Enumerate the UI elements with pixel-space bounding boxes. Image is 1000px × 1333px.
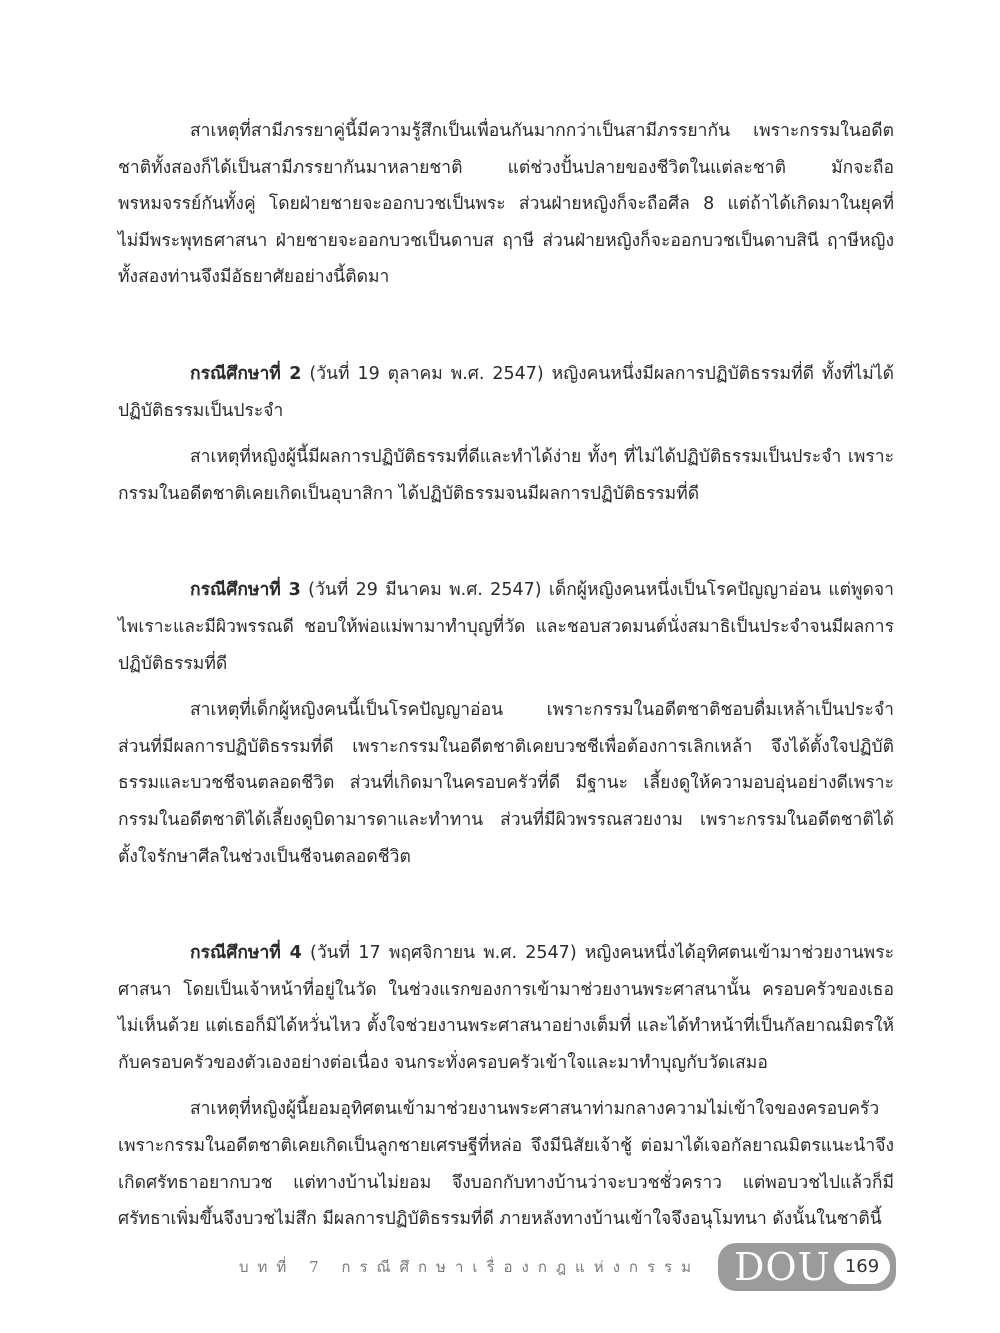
footer-badge xyxy=(718,1243,896,1291)
case-study-2-title: กรณีศึกษาที่ 2 xyxy=(190,363,302,384)
chapter-title: บทที่ 7 กรณีศึกษาเรื่องกฎแห่งกรรม xyxy=(239,1258,700,1276)
section-spacer xyxy=(118,512,894,572)
case-study-4-text: (วันที่ 17 พฤศจิกายน พ.ศ. 2547) หญิงคนหนึ่งได้อุทิศตนเข้ามาช่วยงานพระศาสนา โดยเป็นเจ้าหน้าที่อยู่ในวัด ในช่วงแรกของการเข้ามาช่วยงานพระศาสนานั้น ครอบครัวของเธอไม่เห็นด้วย แต่เธอก็มิได้หวั่นไหว ตั้งใจช่วยงานพระศาสนาอย่างเต็มที่ และได้ทำหน้าที่เป็นกัลยาณมิตรให้กับครอบครัวของตัวเองอย่างต่อเนื่อง จนกระทั่งครอบครัวเข้าใจและมาทำบุญกับวัดเสมอ xyxy=(118,943,894,1073)
dou-logo: DOU xyxy=(734,1245,831,1289)
section-spacer xyxy=(118,875,894,935)
case-study-3-text: (วันที่ 29 มีนาคม พ.ศ. 2547) เด็กผู้หญิงคนหนึ่งเป็นโรคปัญญาอ่อน แต่พูดจาไพเราะและมีผิวพรรณดี ชอบให้พ่อแม่พามาทำบุญที่วัด และชอบสวดมนต์นั่งสมาธิเป็นประจำจนมีผลการปฏิบัติธรรมที่ดี xyxy=(118,580,894,674)
case-study-2-text: (วันที่ 19 ตุลาคม พ.ศ. 2547) หญิงคนหนึ่งมีผลการปฏิบัติธรรมที่ดี ทั้งที่ไม่ได้ปฏิบัติธรรมเป็นประจำ xyxy=(118,363,894,421)
section-spacer xyxy=(118,296,894,356)
page-number: 169 xyxy=(834,1250,890,1284)
paragraph-intro-reason: สาเหตุที่สามีภรรยาคู่นี้มีความรู้สึกเป็นเพื่อนกันมากกว่าเป็นสามีภรรยากัน เพราะกรรมในอดีตชาติทั้งสองก็ได้เป็นสามีภรรยากันมาหลายชาติ แต่ช่วงปั้นปลายของชีวิตในแต่ละชาติ มักจะถือพรหมจรรย์กันทั้งคู่ โดยฝ่ายชายจะออกบวชเป็นพระ ส่วนฝ่ายหญิงก็จะถือศีล 8 แต่ถ้าได้เกิดมาในยุคที่ไม่มีพระพุทธศาสนา ฝ่ายชายจะออกบวชเป็นดาบส ฤาษี ส่วนฝ่ายหญิงก็จะออกบวชเป็นดาบสินี ฤาษีหญิง ทั้งสองท่านจึงมีอัธยาศัยอย่างนี้ติดมา xyxy=(118,121,894,288)
case-study-3-reason: สาเหตุที่เด็กผู้หญิงคนนี้เป็นโรคปัญญาอ่อน เพราะกรรมในอดีตชาติชอบดื่มเหล้าเป็นประจำ ส่วนที่มีผลการปฏิบัติธรรมที่ดี เพราะกรรมในอดีตชาติเคยบวชชีเพื่อต้องการเลิกเหล้า จึงได้ตั้งใจปฏิบัติธรรมและบวชชีจนตลอดชีวิต ส่วนที่เกิดมาในครอบครัวที่ดี มีฐานะ เลี้ยงดูให้ความอบอุ่นอย่างดีเพราะกรรมในอดีตชาติได้เลี้ยงดูบิดามารดาและทำทาน ส่วนที่มีผิวพรรณสวยงาม เพราะกรรมในอดีตชาติได้ตั้งใจรักษาศีลในช่วงเป็นชีจนตลอดชีวิต xyxy=(118,700,894,867)
case-study-2-reason: สาเหตุที่หญิงผู้นี้มีผลการปฏิบัติธรรมที่ดีและทำได้ง่าย ทั้งๆ ที่ไม่ได้ปฏิบัติธรรมเป็นประจำ เพราะกรรมในอดีตชาติเคยเกิดเป็นอุบาสิกา ได้ปฏิบัติธรรมจนมีผลการปฏิบัติธรรมที่ดี xyxy=(118,447,894,504)
case-study-3 xyxy=(118,572,894,682)
case-study-3-title: กรณีศึกษาที่ 3 xyxy=(190,580,301,601)
case-study-2 xyxy=(118,356,894,429)
case-study-4-title: กรณีศึกษาที่ 4 xyxy=(190,943,302,964)
page-footer xyxy=(0,1243,1000,1291)
case-study-4 xyxy=(118,935,894,1081)
page-body xyxy=(118,113,894,1238)
case-study-4-reason: สาเหตุที่หญิงผู้นี้ยอมอุทิศตนเข้ามาช่วยงานพระศาสนาท่ามกลางความไม่เข้าใจของครอบครัว เพราะกรรมในอดีตชาติเคยเกิดเป็นลูกชายเศรษฐีที่หล่อ จึงมีนิสัยเจ้าชู้ ต่อมาได้เจอกัลยาณมิตรแนะนำจึงเกิดศรัทธาอยากบวช แต่ทางบ้านไม่ยอม จึงบอกกับทางบ้านว่าจะบวชชั่วคราว แต่พอบวชไปแล้วก็มีศรัทธาเพิ่มขึ้นจึงบวชไม่สึก มีผลการปฏิบัติธรรมที่ดี ภายหลังทางบ้านเข้าใจจึงอนุโมทนา ดังนั้นในชาตินี้ xyxy=(118,1099,894,1230)
